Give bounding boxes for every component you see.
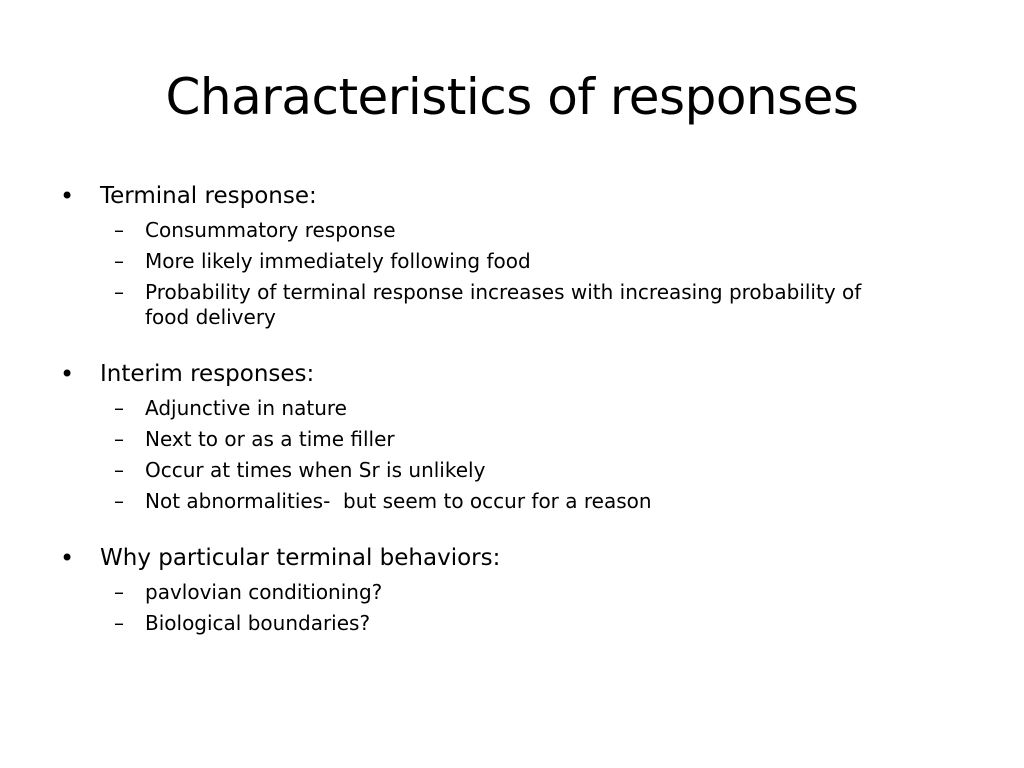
- bullet-text: Why particular terminal behaviors:: [100, 545, 501, 571]
- sub-item-text: pavlovian conditioning?: [145, 580, 383, 604]
- sub-marker: –: [114, 458, 124, 482]
- sub-item: [100, 458, 905, 483]
- bullet-item-terminal-behaviors: [58, 542, 958, 636]
- sub-item: [100, 427, 905, 452]
- bullet-marker: •: [60, 182, 75, 210]
- sub-marker: –: [114, 427, 124, 451]
- bullet-item-interim-responses: [58, 358, 958, 514]
- sub-item-text: Biological boundaries?: [145, 611, 371, 635]
- sub-list: [100, 580, 958, 636]
- sub-item: [100, 611, 905, 636]
- bullet-marker: •: [60, 360, 75, 388]
- bullet-marker: •: [60, 544, 75, 572]
- sub-item: [100, 249, 905, 274]
- sub-item-text: Next to or as a time filler: [145, 427, 395, 451]
- sub-marker: –: [114, 396, 124, 420]
- sub-marker: –: [114, 580, 124, 604]
- bullet-list: [58, 180, 958, 664]
- slide-title: Characteristics of responses: [165, 68, 859, 126]
- sub-list: [100, 218, 958, 330]
- sub-item-text: More likely immediately following food: [145, 249, 531, 273]
- sub-marker: –: [114, 249, 124, 273]
- bullet-text: Terminal response:: [100, 183, 317, 209]
- bullet-item-terminal-response: [58, 180, 958, 330]
- sub-marker: –: [114, 280, 124, 304]
- sub-item-text: Consummatory response: [145, 218, 396, 242]
- sub-marker: –: [114, 489, 124, 513]
- sub-item-text: Probability of terminal response increases with increasing probability of food delivery: [145, 280, 862, 329]
- sub-item: [100, 580, 905, 605]
- sub-item-text: Adjunctive in nature: [145, 396, 347, 420]
- sub-item-text: Occur at times when Sr is unlikely: [145, 458, 486, 482]
- bullet-text: Interim responses:: [100, 361, 315, 387]
- sub-item: [100, 218, 905, 243]
- sub-item-text: Not abnormalities- but seem to occur for a reason: [145, 489, 652, 513]
- sub-item: [100, 280, 905, 330]
- sub-item: [100, 396, 905, 421]
- sub-item: [100, 489, 905, 514]
- sub-marker: –: [114, 218, 124, 242]
- sub-list: [100, 396, 958, 514]
- sub-marker: –: [114, 611, 124, 635]
